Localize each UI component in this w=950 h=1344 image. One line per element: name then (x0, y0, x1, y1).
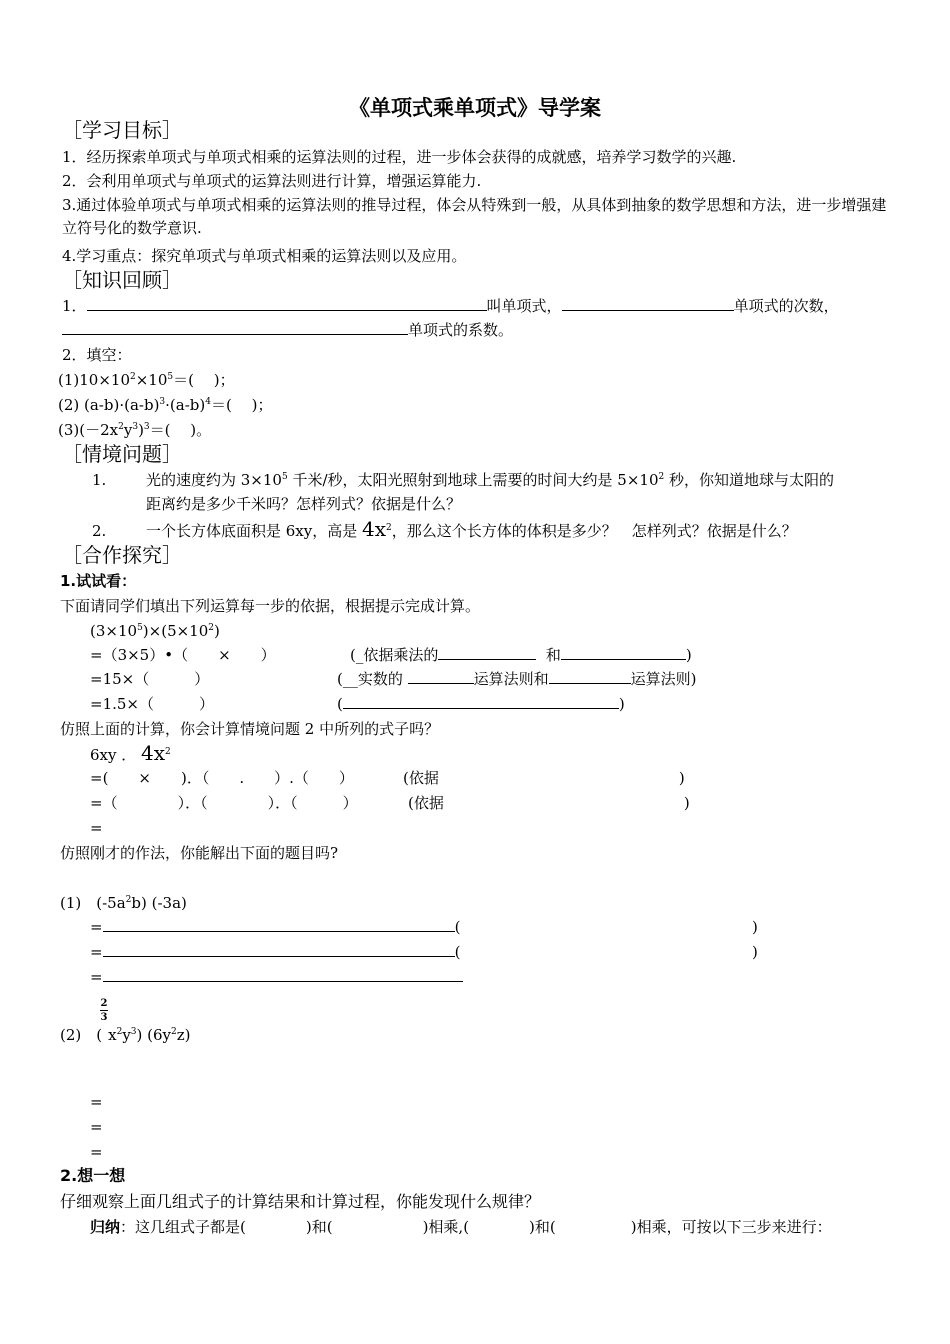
calc-reason-3: ( ) (337, 695, 625, 713)
blank-line[interactable] (103, 917, 455, 932)
model-step-2: =（ ）．（ ）．（ ） (90, 794, 358, 812)
blank-line[interactable] (87, 296, 487, 311)
blank-line[interactable] (103, 967, 463, 982)
problem-1-step: = (90, 967, 463, 987)
review-q1-line2 (62, 320, 513, 340)
model-expression: 6xy ． $4x^2$ (90, 741, 171, 765)
q1-text-a: 叫单项式， (486, 297, 562, 315)
blank-line[interactable] (549, 669, 631, 684)
page-title: 《单项式乘单项式》导学案 (349, 96, 601, 120)
problem-2-step: = (90, 1143, 103, 1161)
calc-reason-1: (_依据乘法的 和 ) (350, 646, 692, 664)
model-reason-1: (依据 ) (403, 769, 685, 787)
context-q1-line2: 距离约是多少千米吗？怎样列式？依据是什么？ (146, 495, 462, 513)
instruction-text: 下面请同学们填出下列运算每一步的依据，根据提示完成计算。 (60, 597, 481, 615)
goal-item: 3.通过体验单项式与单项式相乘的运算法则的推导过程，体会从特殊到一般，从具体到抽象的数学思想和方法，进一步增强建立符号化的数学意识. (62, 196, 887, 237)
goal-item: 1．经历探索单项式与单项式相乘的运算法则的过程，进一步体会获得的成就感，培养学习数学的兴趣. (62, 148, 737, 166)
blank-line[interactable] (408, 669, 474, 684)
calc-step-1: =（3×5）•（ × ） (90, 646, 276, 664)
model-step-3: = (90, 819, 103, 837)
section-heading-coop: ［合作探究］ (62, 543, 182, 567)
instruction-text: 仿照刚才的作法，你能解出下面的题目吗? (60, 844, 339, 862)
blank-line[interactable] (562, 296, 734, 311)
model-reason-2: (依据 ) (408, 794, 690, 812)
model-step-1: =( × )．（ . ）.（ ） (90, 769, 354, 787)
calc-step-2: =15×（ ） (90, 670, 210, 688)
calc-step-3: =1.5×（ ） (90, 695, 214, 713)
context-q1-number: 1. (92, 471, 107, 489)
blank-line[interactable] (438, 645, 536, 660)
section-heading-context: ［情境问题］ (62, 442, 182, 466)
instruction-text: 仿照上面的计算，你会计算情境问题 2 中所列的式子吗？ (60, 720, 440, 738)
think-question: 仔细观察上面几组式子的计算结果和计算过程，你能发现什么规律？ (60, 1192, 541, 1211)
summary-line (90, 1217, 832, 1237)
fill-item-3: $(3)(-2x^2y^3)^3=$( )。 (58, 421, 212, 439)
q1-text-b: 单项式的次数， (733, 297, 839, 315)
blank-line[interactable] (561, 645, 686, 660)
problem-1: (1) $(-5a^2b)$ (-3a) (60, 894, 187, 912)
q1-number: 1． (62, 297, 87, 315)
subsection-think: 2.想一想 (60, 1166, 126, 1185)
context-q1: 光的速度约为 $3\times 10^5$ 千米/秒，太阳光照射到地球上需要的时间大约是 $5\times 10^2$ 秒，你知道地球与太阳的 (146, 471, 835, 489)
problem-2-step: = (90, 1118, 103, 1136)
goal-item: 4.学习重点：探究单项式与单项式相乘的运算法则以及应用。 (62, 247, 467, 265)
summary-label: 归纳 (90, 1218, 121, 1236)
calc-reason-2: (__实数的 运算法则和 运算法则) (337, 670, 697, 688)
fill-item-1: $(1)10\times 10^2\times 10^5=$( )； (58, 371, 235, 389)
problem-1-step: = ( (90, 918, 461, 936)
problem-2: (2) ( $x^2y^3$) $(6y^2z)$ (60, 1026, 191, 1044)
q1-text-c: 单项式的系数。 (408, 321, 514, 339)
context-q2: 一个长方体底面积是 6xy，高是 $4x^2$，那么这个长方体的体积是多少？ 怎样列式？依据是什么？ (146, 517, 797, 541)
close-paren: ) (752, 918, 758, 936)
close-paren: ) (752, 943, 758, 961)
context-q2-number: 2. (92, 522, 107, 540)
calc-expression: $(3\times 10^5)\times(5\times 10^2)$ (90, 622, 220, 640)
section-heading-goals: ［学习目标］ (62, 118, 182, 142)
section-heading-review: ［知识回顾］ (62, 268, 182, 292)
problem-2-step: = (90, 1093, 103, 1111)
goal-item: 2．会利用单项式与单项式的运算法则进行计算，增强运算能力. (62, 172, 482, 190)
fraction-two-thirds: 2 3 (100, 998, 108, 1023)
blank-line[interactable] (62, 320, 408, 335)
review-q2: 2．填空： (62, 346, 132, 364)
subsection-try: 1.试试看： (60, 572, 137, 590)
problem-1-step: = ( (90, 943, 461, 961)
blank-line[interactable] (103, 942, 455, 957)
summary-text: ：这几组式子都是( )和( )相乘,( )和( )相乘，可按以下三步来进行： (120, 1218, 832, 1236)
fill-item-2: (2) $(a-b)\cdot(a-b)^3\cdot(a-b)^4=$( )； (58, 396, 273, 414)
blank-line[interactable] (343, 694, 619, 709)
review-q1 (62, 296, 839, 316)
